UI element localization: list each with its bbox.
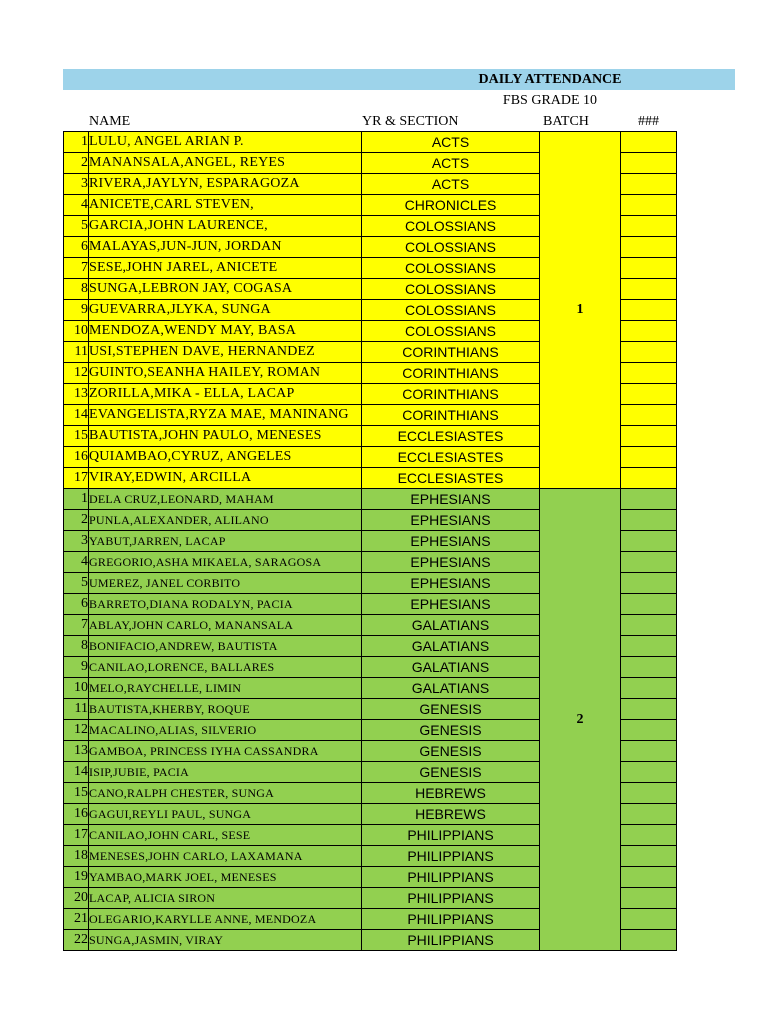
- row-number-cell[interactable]: 11: [64, 342, 89, 363]
- section-cell[interactable]: GALATIANS: [362, 636, 540, 657]
- section-cell[interactable]: GENESIS: [362, 699, 540, 720]
- row-number-cell[interactable]: 10: [64, 678, 89, 699]
- header-section: YR & SECTION: [362, 114, 459, 129]
- student-name-cell[interactable]: LULU, ANGEL ARIAN P.: [89, 132, 362, 153]
- table-row: [64, 489, 677, 510]
- attendance-table-body: [64, 132, 677, 951]
- row-number-cell[interactable]: 7: [64, 258, 89, 279]
- row-number-cell[interactable]: 9: [64, 300, 89, 321]
- section-cell[interactable]: PHILIPPIANS: [362, 909, 540, 930]
- row-number-cell[interactable]: 15: [64, 426, 89, 447]
- row-number-cell[interactable]: 17: [64, 468, 89, 489]
- student-name-cell[interactable]: MANANSALA,ANGEL, REYES: [89, 153, 362, 174]
- student-name-cell[interactable]: SUNGA,JASMIN, VIRAY: [89, 930, 362, 951]
- student-name-cell[interactable]: ZORILLA,MIKA - ELLA, LACAP: [89, 384, 362, 405]
- section-cell[interactable]: EPHESIANS: [362, 573, 540, 594]
- attendance-mark-cell[interactable]: [621, 468, 677, 489]
- attendance-mark-cell[interactable]: [621, 195, 677, 216]
- row-number-cell[interactable]: 5: [64, 216, 89, 237]
- section-cell[interactable]: CORINTHIANS: [362, 363, 540, 384]
- section-cell[interactable]: COLOSSIANS: [362, 216, 540, 237]
- batch-cell[interactable]: 2: [540, 489, 621, 951]
- row-number-cell[interactable]: 14: [64, 762, 89, 783]
- section-cell[interactable]: GENESIS: [362, 762, 540, 783]
- section-cell[interactable]: COLOSSIANS: [362, 237, 540, 258]
- student-name-cell[interactable]: GREGORIO,ASHA MIKAELA, SARAGOSA: [89, 552, 362, 573]
- attendance-mark-cell[interactable]: [621, 636, 677, 657]
- section-cell[interactable]: GENESIS: [362, 741, 540, 762]
- section-cell[interactable]: ACTS: [362, 174, 540, 195]
- header-batch: BATCH: [543, 114, 589, 129]
- row-number-cell[interactable]: 4: [64, 552, 89, 573]
- attendance-mark-cell[interactable]: [621, 279, 677, 300]
- attendance-mark-cell[interactable]: [621, 363, 677, 384]
- student-name-cell[interactable]: BONIFACIO,ANDREW, BAUTISTA: [89, 636, 362, 657]
- student-name-cell[interactable]: EVANGELISTA,RYZA MAE, MANINANG: [89, 405, 362, 426]
- row-number-cell[interactable]: 18: [64, 846, 89, 867]
- attendance-mark-cell[interactable]: [621, 594, 677, 615]
- attendance-mark-cell[interactable]: [621, 258, 677, 279]
- row-number-cell[interactable]: 21: [64, 909, 89, 930]
- student-name-cell[interactable]: GUINTO,SEANHA HAILEY, ROMAN: [89, 363, 362, 384]
- header-extra: ###: [638, 114, 659, 129]
- row-number-cell[interactable]: 17: [64, 825, 89, 846]
- section-cell[interactable]: ECCLESIASTES: [362, 468, 540, 489]
- student-name-cell[interactable]: CANILAO,LORENCE, BALLARES: [89, 657, 362, 678]
- sheet-subtitle: FBS GRADE 10: [502, 93, 598, 108]
- student-name-cell[interactable]: CANILAO,JOHN CARL, SESE: [89, 825, 362, 846]
- student-name-cell[interactable]: USI,STEPHEN DAVE, HERNANDEZ: [89, 342, 362, 363]
- section-cell[interactable]: CORINTHIANS: [362, 384, 540, 405]
- row-number-cell[interactable]: 8: [64, 636, 89, 657]
- student-name-cell[interactable]: BAUTISTA,KHERBY, ROQUE: [89, 699, 362, 720]
- header-name: NAME: [89, 114, 131, 129]
- section-cell[interactable]: ACTS: [362, 132, 540, 153]
- section-cell[interactable]: EPHESIANS: [362, 510, 540, 531]
- student-name-cell[interactable]: MENESES,JOHN CARLO, LAXAMANA: [89, 846, 362, 867]
- row-number-cell[interactable]: 16: [64, 447, 89, 468]
- student-name-cell[interactable]: RIVERA,JAYLYN, ESPARAGOZA: [89, 174, 362, 195]
- section-cell[interactable]: EPHESIANS: [362, 552, 540, 573]
- student-name-cell[interactable]: ABLAY,JOHN CARLO, MANANSALA: [89, 615, 362, 636]
- attendance-mark-cell[interactable]: [621, 846, 677, 867]
- attendance-mark-cell[interactable]: [621, 783, 677, 804]
- attendance-mark-cell[interactable]: [621, 174, 677, 195]
- section-cell[interactable]: ECCLESIASTES: [362, 447, 540, 468]
- section-cell[interactable]: EPHESIANS: [362, 531, 540, 552]
- attendance-mark-cell[interactable]: [621, 573, 677, 594]
- row-number-cell[interactable]: 12: [64, 720, 89, 741]
- row-number-cell[interactable]: 6: [64, 237, 89, 258]
- row-number-cell[interactable]: 12: [64, 363, 89, 384]
- student-name-cell[interactable]: QUIAMBAO,CYRUZ, ANGELES: [89, 447, 362, 468]
- student-name-cell[interactable]: PUNLA,ALEXANDER, ALILANO: [89, 510, 362, 531]
- section-cell[interactable]: PHILIPPIANS: [362, 846, 540, 867]
- student-name-cell[interactable]: MALAYAS,JUN-JUN, JORDAN: [89, 237, 362, 258]
- attendance-mark-cell[interactable]: [621, 216, 677, 237]
- section-cell[interactable]: COLOSSIANS: [362, 321, 540, 342]
- attendance-mark-cell[interactable]: [621, 531, 677, 552]
- row-number-cell[interactable]: 6: [64, 594, 89, 615]
- attendance-mark-cell[interactable]: [621, 930, 677, 951]
- attendance-mark-cell[interactable]: [621, 405, 677, 426]
- student-name-cell[interactable]: MENDOZA,WENDY MAY, BASA: [89, 321, 362, 342]
- student-name-cell[interactable]: ANICETE,CARL STEVEN,: [89, 195, 362, 216]
- attendance-mark-cell[interactable]: [621, 699, 677, 720]
- student-name-cell[interactable]: SESE,JOHN JAREL, ANICETE: [89, 258, 362, 279]
- row-number-cell[interactable]: 3: [64, 174, 89, 195]
- student-name-cell[interactable]: MACALINO,ALIAS, SILVERIO: [89, 720, 362, 741]
- attendance-mark-cell[interactable]: [621, 510, 677, 531]
- section-cell[interactable]: COLOSSIANS: [362, 300, 540, 321]
- attendance-mark-cell[interactable]: [621, 447, 677, 468]
- section-cell[interactable]: PHILIPPIANS: [362, 930, 540, 951]
- student-name-cell[interactable]: OLEGARIO,KARYLLE ANNE, MENDOZA: [89, 909, 362, 930]
- section-cell[interactable]: GALATIANS: [362, 678, 540, 699]
- row-number-cell[interactable]: 15: [64, 783, 89, 804]
- row-number-cell[interactable]: 14: [64, 405, 89, 426]
- row-number-cell[interactable]: 22: [64, 930, 89, 951]
- student-name-cell[interactable]: CANO,RALPH CHESTER, SUNGA: [89, 783, 362, 804]
- attendance-mark-cell[interactable]: [621, 615, 677, 636]
- attendance-mark-cell[interactable]: [621, 552, 677, 573]
- attendance-mark-cell[interactable]: [621, 741, 677, 762]
- attendance-mark-cell[interactable]: [621, 909, 677, 930]
- attendance-mark-cell[interactable]: [621, 342, 677, 363]
- section-cell[interactable]: EPHESIANS: [362, 489, 540, 510]
- attendance-mark-cell[interactable]: [621, 657, 677, 678]
- row-number-cell[interactable]: 7: [64, 615, 89, 636]
- student-name-cell[interactable]: VIRAY,EDWIN, ARCILLA: [89, 468, 362, 489]
- row-number-cell[interactable]: 2: [64, 153, 89, 174]
- attendance-mark-cell[interactable]: [621, 300, 677, 321]
- attendance-mark-cell[interactable]: [621, 384, 677, 405]
- attendance-mark-cell[interactable]: [621, 489, 677, 510]
- attendance-mark-cell[interactable]: [621, 825, 677, 846]
- student-name-cell[interactable]: LACAP, ALICIA SIRON: [89, 888, 362, 909]
- row-number-cell[interactable]: 13: [64, 384, 89, 405]
- section-cell[interactable]: COLOSSIANS: [362, 279, 540, 300]
- student-name-cell[interactable]: GUEVARRA,JLYKA, SUNGA: [89, 300, 362, 321]
- student-name-cell[interactable]: YAMBAO,MARK JOEL, MENESES: [89, 867, 362, 888]
- section-cell[interactable]: GALATIANS: [362, 657, 540, 678]
- student-name-cell[interactable]: MELO,RAYCHELLE, LIMIN: [89, 678, 362, 699]
- attendance-mark-cell[interactable]: [621, 804, 677, 825]
- section-cell[interactable]: HEBREWS: [362, 804, 540, 825]
- attendance-mark-cell[interactable]: [621, 888, 677, 909]
- section-cell[interactable]: CHRONICLES: [362, 195, 540, 216]
- section-cell[interactable]: GENESIS: [362, 720, 540, 741]
- section-cell[interactable]: ECCLESIASTES: [362, 426, 540, 447]
- row-number-cell[interactable]: 4: [64, 195, 89, 216]
- section-cell[interactable]: HEBREWS: [362, 783, 540, 804]
- section-cell[interactable]: EPHESIANS: [362, 594, 540, 615]
- attendance-mark-cell[interactable]: [621, 153, 677, 174]
- student-name-cell[interactable]: BARRETO,DIANA RODALYN, PACIA: [89, 594, 362, 615]
- row-number-cell[interactable]: 10: [64, 321, 89, 342]
- table-row: [64, 132, 677, 153]
- section-cell[interactable]: PHILIPPIANS: [362, 867, 540, 888]
- batch-cell[interactable]: 1: [540, 132, 621, 489]
- section-cell[interactable]: PHILIPPIANS: [362, 888, 540, 909]
- student-name-cell[interactable]: SUNGA,LEBRON JAY, COGASA: [89, 279, 362, 300]
- row-number-cell[interactable]: 13: [64, 741, 89, 762]
- attendance-mark-cell[interactable]: [621, 762, 677, 783]
- attendance-table: [63, 131, 677, 951]
- student-name-cell[interactable]: ISIP,JUBIE, PACIA: [89, 762, 362, 783]
- student-name-cell[interactable]: GARCIA,JOHN LAURENCE,: [89, 216, 362, 237]
- attendance-mark-cell[interactable]: [621, 132, 677, 153]
- attendance-mark-cell[interactable]: [621, 321, 677, 342]
- row-number-cell[interactable]: 9: [64, 657, 89, 678]
- sheet-title: DAILY ATTENDANCE: [478, 72, 622, 87]
- row-number-cell[interactable]: 20: [64, 888, 89, 909]
- section-cell[interactable]: ACTS: [362, 153, 540, 174]
- row-number-cell[interactable]: 5: [64, 573, 89, 594]
- student-name-cell[interactable]: UMEREZ, JANEL CORBITO: [89, 573, 362, 594]
- row-number-cell[interactable]: 1: [64, 489, 89, 510]
- student-name-cell[interactable]: GAGUI,REYLI PAUL, SUNGA: [89, 804, 362, 825]
- section-cell[interactable]: CORINTHIANS: [362, 405, 540, 426]
- row-number-cell[interactable]: 2: [64, 510, 89, 531]
- section-cell[interactable]: PHILIPPIANS: [362, 825, 540, 846]
- section-cell[interactable]: GALATIANS: [362, 615, 540, 636]
- row-number-cell[interactable]: 8: [64, 279, 89, 300]
- row-number-cell[interactable]: 1: [64, 132, 89, 153]
- row-number-cell[interactable]: 11: [64, 699, 89, 720]
- attendance-mark-cell[interactable]: [621, 720, 677, 741]
- attendance-mark-cell[interactable]: [621, 867, 677, 888]
- section-cell[interactable]: COLOSSIANS: [362, 258, 540, 279]
- student-name-cell[interactable]: BAUTISTA,JOHN PAULO, MENESES: [89, 426, 362, 447]
- attendance-mark-cell[interactable]: [621, 426, 677, 447]
- row-number-cell[interactable]: 16: [64, 804, 89, 825]
- student-name-cell[interactable]: DELA CRUZ,LEONARD, MAHAM: [89, 489, 362, 510]
- row-number-cell[interactable]: 19: [64, 867, 89, 888]
- row-number-cell[interactable]: 3: [64, 531, 89, 552]
- student-name-cell[interactable]: GAMBOA, PRINCESS IYHA CASSANDRA: [89, 741, 362, 762]
- attendance-mark-cell[interactable]: [621, 678, 677, 699]
- student-name-cell[interactable]: YABUT,JARREN, LACAP: [89, 531, 362, 552]
- attendance-mark-cell[interactable]: [621, 237, 677, 258]
- section-cell[interactable]: CORINTHIANS: [362, 342, 540, 363]
